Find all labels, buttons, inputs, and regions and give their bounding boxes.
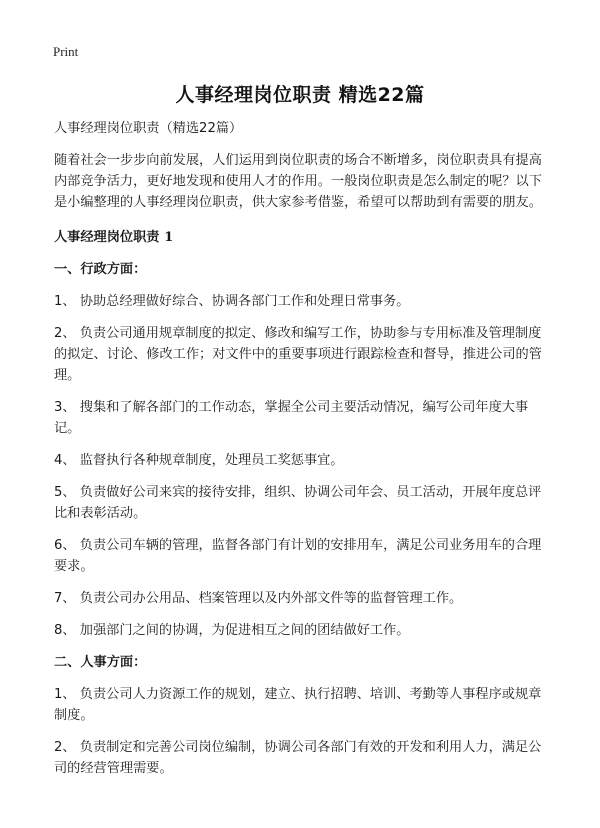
admin-item: 1、 协助总经理做好综合、协调各部门工作和处理日常事务。: [54, 294, 410, 309]
print-label: Print: [53, 44, 79, 59]
hr-section-heading: 二、人事方面：: [54, 655, 147, 670]
admin-section-heading: 一、行政方面：: [54, 262, 147, 277]
admin-item: 2、 负责公司通用规章制度的拟定、修改和编写工作，协助参与专用标准及管理制度的拟定、讨论、修改工作；对文件中的重要事项进行跟踪检查和督导，推进公司的管理。: [54, 326, 542, 383]
admin-item: 5、 负责做好公司来宾的接待安排，组织、协调公司年会、员工活动，开展年度总评比和表彰活动。: [54, 485, 542, 521]
duty-heading: 人事经理岗位职责 1: [54, 230, 174, 245]
hr-item: 1、 负责公司人力资源工作的规划，建立、执行招聘、培训、考勤等人事程序或规章制度。: [54, 687, 542, 723]
document-subtitle: 人事经理岗位职责（精选22篇）: [54, 121, 243, 136]
hr-item: 2、 负责制定和完善公司岗位编制，协调公司各部门有效的开发和利用人力，满足公司的经营管理需要。: [54, 740, 542, 776]
admin-item: 7、 负责公司办公用品、档案管理以及内外部文件等的监督管理工作。: [54, 591, 463, 606]
admin-item: 8、 加强部门之间的协调，为促进相互之间的团结做好工作。: [54, 623, 410, 638]
admin-item: 3、 搜集和了解各部门的工作动态，掌握全公司主要活动情况，编写公司年度大事记。: [54, 400, 529, 436]
admin-item: 4、 监督执行各种规章制度，处理员工奖惩事宜。: [54, 453, 344, 468]
document-body: [54, 118, 548, 790]
page-title: 人事经理岗位职责 精选22篇: [175, 84, 425, 106]
intro-paragraph: 随着社会一步步向前发展，人们运用到岗位职责的场合不断增多，岗位职责具有提高内部竞争活力，更好地发现和使用人才的作用。一般岗位职责是怎么制定的呢？以下是小编整理的人事经理岗位职责，供大家参考借鉴，希望可以帮助到有需要的朋友。: [54, 153, 542, 210]
admin-item: 6、 负责公司车辆的管理，监督各部门有计划的安排用车，满足公司业务用车的合理要求。: [54, 538, 542, 574]
